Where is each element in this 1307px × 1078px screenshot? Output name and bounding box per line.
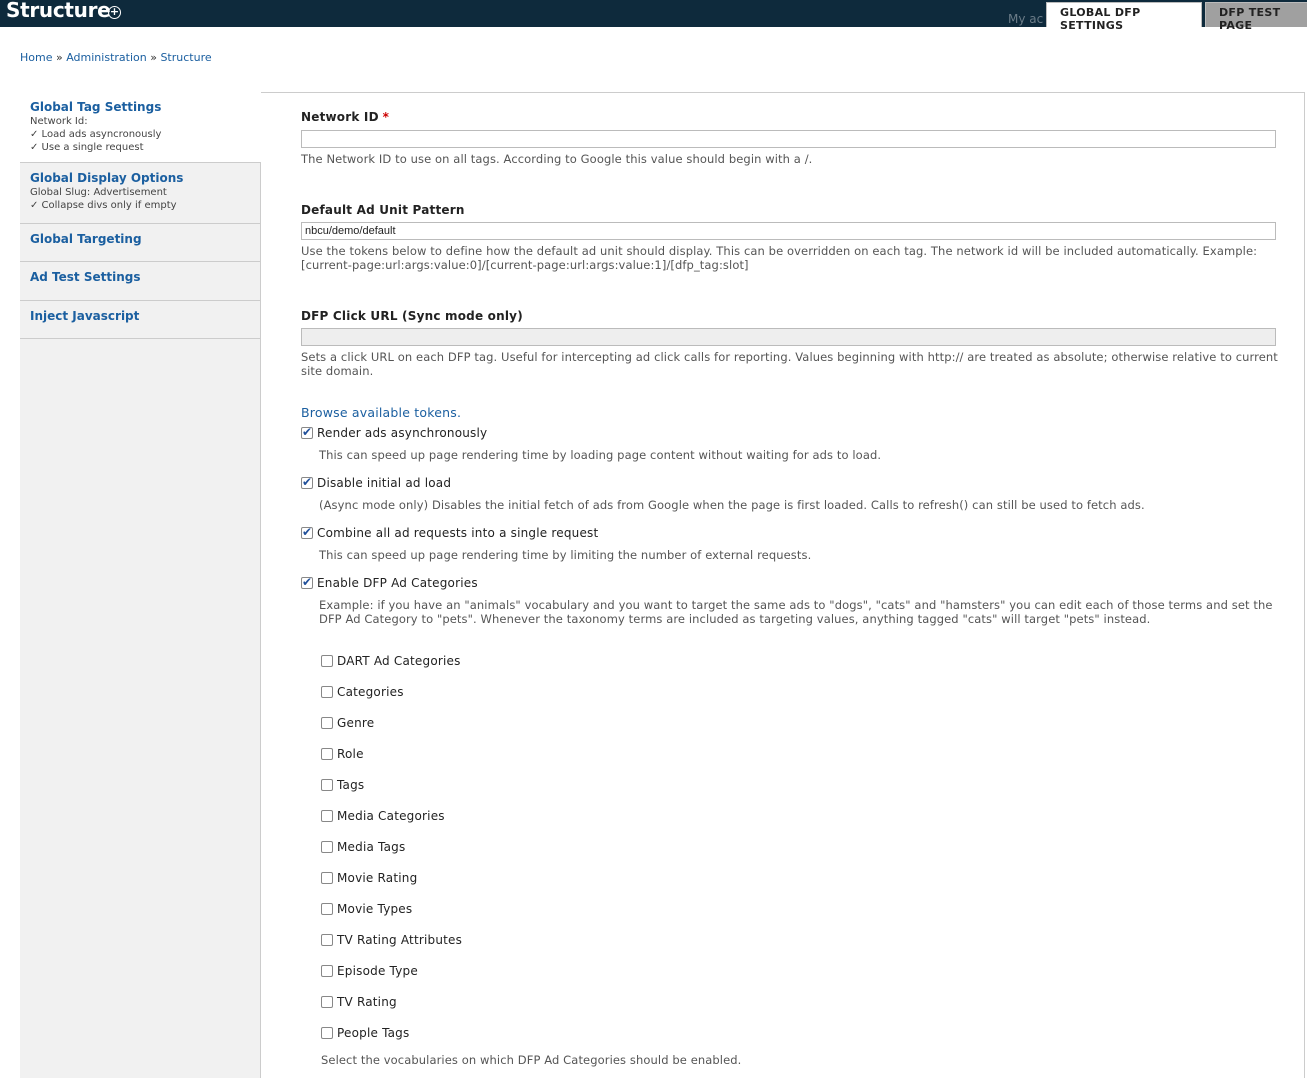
click-url-description: Sets a click URL on each DFP tag. Useful for intercepting ad click calls for reporting. Values beginning with http:// are treated as absolute; otherwise relative to current xyxy=(301,350,1278,364)
vocab-checkbox[interactable] xyxy=(321,934,333,946)
vocab-genre[interactable] xyxy=(321,716,374,730)
vocab-label[interactable]: Media Categories xyxy=(337,809,445,823)
vocab-checkbox[interactable] xyxy=(321,717,333,729)
single-request-checkbox[interactable] xyxy=(301,527,313,539)
click-url-input[interactable] xyxy=(301,328,1276,346)
vtab-summary-line: Global Slug: Advertisement xyxy=(30,187,167,198)
vocab-categories[interactable] xyxy=(321,685,404,699)
ad-unit-pattern-input[interactable] xyxy=(301,222,1276,240)
disable-initial-load-option[interactable] xyxy=(301,476,451,490)
checkbox-label[interactable]: Render ads asynchronously xyxy=(317,426,488,440)
breadcrumb-separator: » xyxy=(55,51,63,64)
vocab-label[interactable]: Episode Type xyxy=(337,964,418,978)
vocab-label[interactable]: Tags xyxy=(337,778,365,792)
vtab-title[interactable]: Global Tag Settings xyxy=(30,100,162,114)
vocab-dart-ad-categories[interactable] xyxy=(321,654,461,668)
breadcrumb-home[interactable]: Home xyxy=(20,51,53,64)
vocab-label[interactable]: Movie Types xyxy=(337,902,413,916)
vocab-label[interactable]: DART Ad Categories xyxy=(337,654,461,668)
vocab-checkbox[interactable] xyxy=(321,996,333,1008)
disable-initial-load-checkbox[interactable] xyxy=(301,477,313,489)
checkbox-description: (Async mode only) Disables the initial fetch of ads from Google when the page is first loaded. Calls to refresh() can still be used to fetch ads. xyxy=(319,498,1145,512)
vertical-tabs xyxy=(20,92,261,1078)
vtab-summary-line: ✓ Collapse divs only if empty xyxy=(30,200,177,211)
plus-circle-icon[interactable]: + xyxy=(109,5,120,18)
vocab-media-tags[interactable] xyxy=(321,840,405,854)
vocab-tv-rating-attributes[interactable] xyxy=(321,933,462,947)
breadcrumb xyxy=(20,51,212,64)
ad-unit-pattern-label: Default Ad Unit Pattern xyxy=(301,203,465,217)
checkbox-description: Example: if you have an "animals" vocabulary and you want to target the same ads to "dogs", "cats" and "hamsters" you can edit each of those terms and set the xyxy=(319,598,1273,612)
vtab-summary-line: Network Id: xyxy=(30,116,88,127)
ad-unit-pattern-description: Use the tokens below to define how the default ad unit should display. This can be overridden on each tag. The network id will be included automatically. Example: xyxy=(301,244,1258,258)
network-id-label: Network ID xyxy=(301,110,379,124)
ad-unit-pattern-example: [current-page:url:args:value:0]/[current-page:url:args:value:1]/[dfp_tag:slot] xyxy=(301,258,749,272)
vtab-summary-line: ✓ Use a single request xyxy=(30,142,144,153)
vocab-role[interactable] xyxy=(321,747,364,761)
tab-global-dfp-settings[interactable]: GLOBAL DFP SETTINGS xyxy=(1046,2,1202,27)
click-url-description-cont: site domain. xyxy=(301,364,374,378)
vtab-global-tag-settings[interactable] xyxy=(20,92,261,163)
vocab-checkbox[interactable] xyxy=(321,1027,333,1039)
vtab-global-targeting[interactable] xyxy=(20,224,260,262)
vocab-movie-types[interactable] xyxy=(321,902,412,916)
vocab-people-tags[interactable] xyxy=(321,1026,409,1040)
enable-ad-categories-option[interactable] xyxy=(301,576,478,590)
vocab-label[interactable]: Genre xyxy=(337,716,375,730)
vocab-checkbox[interactable] xyxy=(321,748,333,760)
checkbox-label[interactable]: Combine all ad requests into a single request xyxy=(317,526,599,540)
vocab-checkbox[interactable] xyxy=(321,872,333,884)
network-id-label-wrap xyxy=(301,110,389,124)
checkbox-label[interactable]: Disable initial ad load xyxy=(317,476,452,490)
network-id-input[interactable] xyxy=(301,130,1276,148)
vocab-checkbox[interactable] xyxy=(321,965,333,977)
vocabularies-description: Select the vocabularies on which DFP Ad Categories should be enabled. xyxy=(321,1053,742,1067)
breadcrumb-structure[interactable]: Structure xyxy=(160,51,212,64)
single-request-option[interactable] xyxy=(301,526,598,540)
vocab-label[interactable]: People Tags xyxy=(337,1026,410,1040)
page-title: Structure xyxy=(6,0,111,22)
top-bar xyxy=(0,0,1307,32)
network-id-description: The Network ID to use on all tags. According to Google this value should begin with a /. xyxy=(301,152,813,166)
checkbox-label[interactable]: Enable DFP Ad Categories xyxy=(317,576,478,590)
vocab-label[interactable]: TV Rating xyxy=(337,995,397,1009)
vocab-label[interactable]: Role xyxy=(337,747,364,761)
vocab-label[interactable]: Media Tags xyxy=(337,840,406,854)
vtab-title[interactable]: Ad Test Settings xyxy=(30,270,141,284)
checkbox-description: This can speed up page rendering time by limiting the number of external requests. xyxy=(319,548,812,562)
vtab-title[interactable]: Global Targeting xyxy=(30,232,142,246)
breadcrumb-administration[interactable]: Administration xyxy=(66,51,147,64)
vtab-inject-javascript[interactable] xyxy=(20,301,260,339)
vtab-title[interactable]: Inject Javascript xyxy=(30,309,140,323)
vocab-checkbox[interactable] xyxy=(321,779,333,791)
tab-dfp-test-page[interactable]: DFP TEST PAGE xyxy=(1205,2,1307,27)
vocab-movie-rating[interactable] xyxy=(321,871,417,885)
checkbox-description: This can speed up page rendering time by loading page content without waiting for ads to load. xyxy=(319,448,882,462)
vocab-label[interactable]: TV Rating Attributes xyxy=(337,933,463,947)
browse-tokens-link[interactable]: Browse available tokens. xyxy=(301,405,462,420)
vtab-summary-line: ✓ Load ads asyncronously xyxy=(30,129,162,140)
vocab-checkbox[interactable] xyxy=(321,903,333,915)
vtab-global-display-options[interactable] xyxy=(20,163,260,224)
vocab-label[interactable]: Categories xyxy=(337,685,404,699)
render-async-option[interactable] xyxy=(301,426,487,440)
vocab-episode-type[interactable] xyxy=(321,964,418,978)
click-url-label: DFP Click URL (Sync mode only) xyxy=(301,309,523,323)
render-async-checkbox[interactable] xyxy=(301,427,313,439)
my-account-link[interactable]: My ac xyxy=(1008,12,1044,26)
breadcrumb-separator: » xyxy=(150,51,157,64)
vtab-title[interactable]: Global Display Options xyxy=(30,171,184,185)
required-marker: * xyxy=(382,110,390,124)
enable-ad-categories-checkbox[interactable] xyxy=(301,577,313,589)
checkbox-description-cont: DFP Ad Category to "pets". Whenever the taxonomy terms are included as targeting values, anything tagged "cats" will target "pets" instead. xyxy=(319,612,1151,626)
vocab-checkbox[interactable] xyxy=(321,655,333,667)
vocab-tv-rating[interactable] xyxy=(321,995,397,1009)
vocab-checkbox[interactable] xyxy=(321,841,333,853)
vocab-checkbox[interactable] xyxy=(321,810,333,822)
vocab-label[interactable]: Movie Rating xyxy=(337,871,418,885)
vtab-ad-test-settings[interactable] xyxy=(20,262,260,301)
vocab-media-categories[interactable] xyxy=(321,809,445,823)
vocab-checkbox[interactable] xyxy=(321,686,333,698)
vocab-tags[interactable] xyxy=(321,778,364,792)
